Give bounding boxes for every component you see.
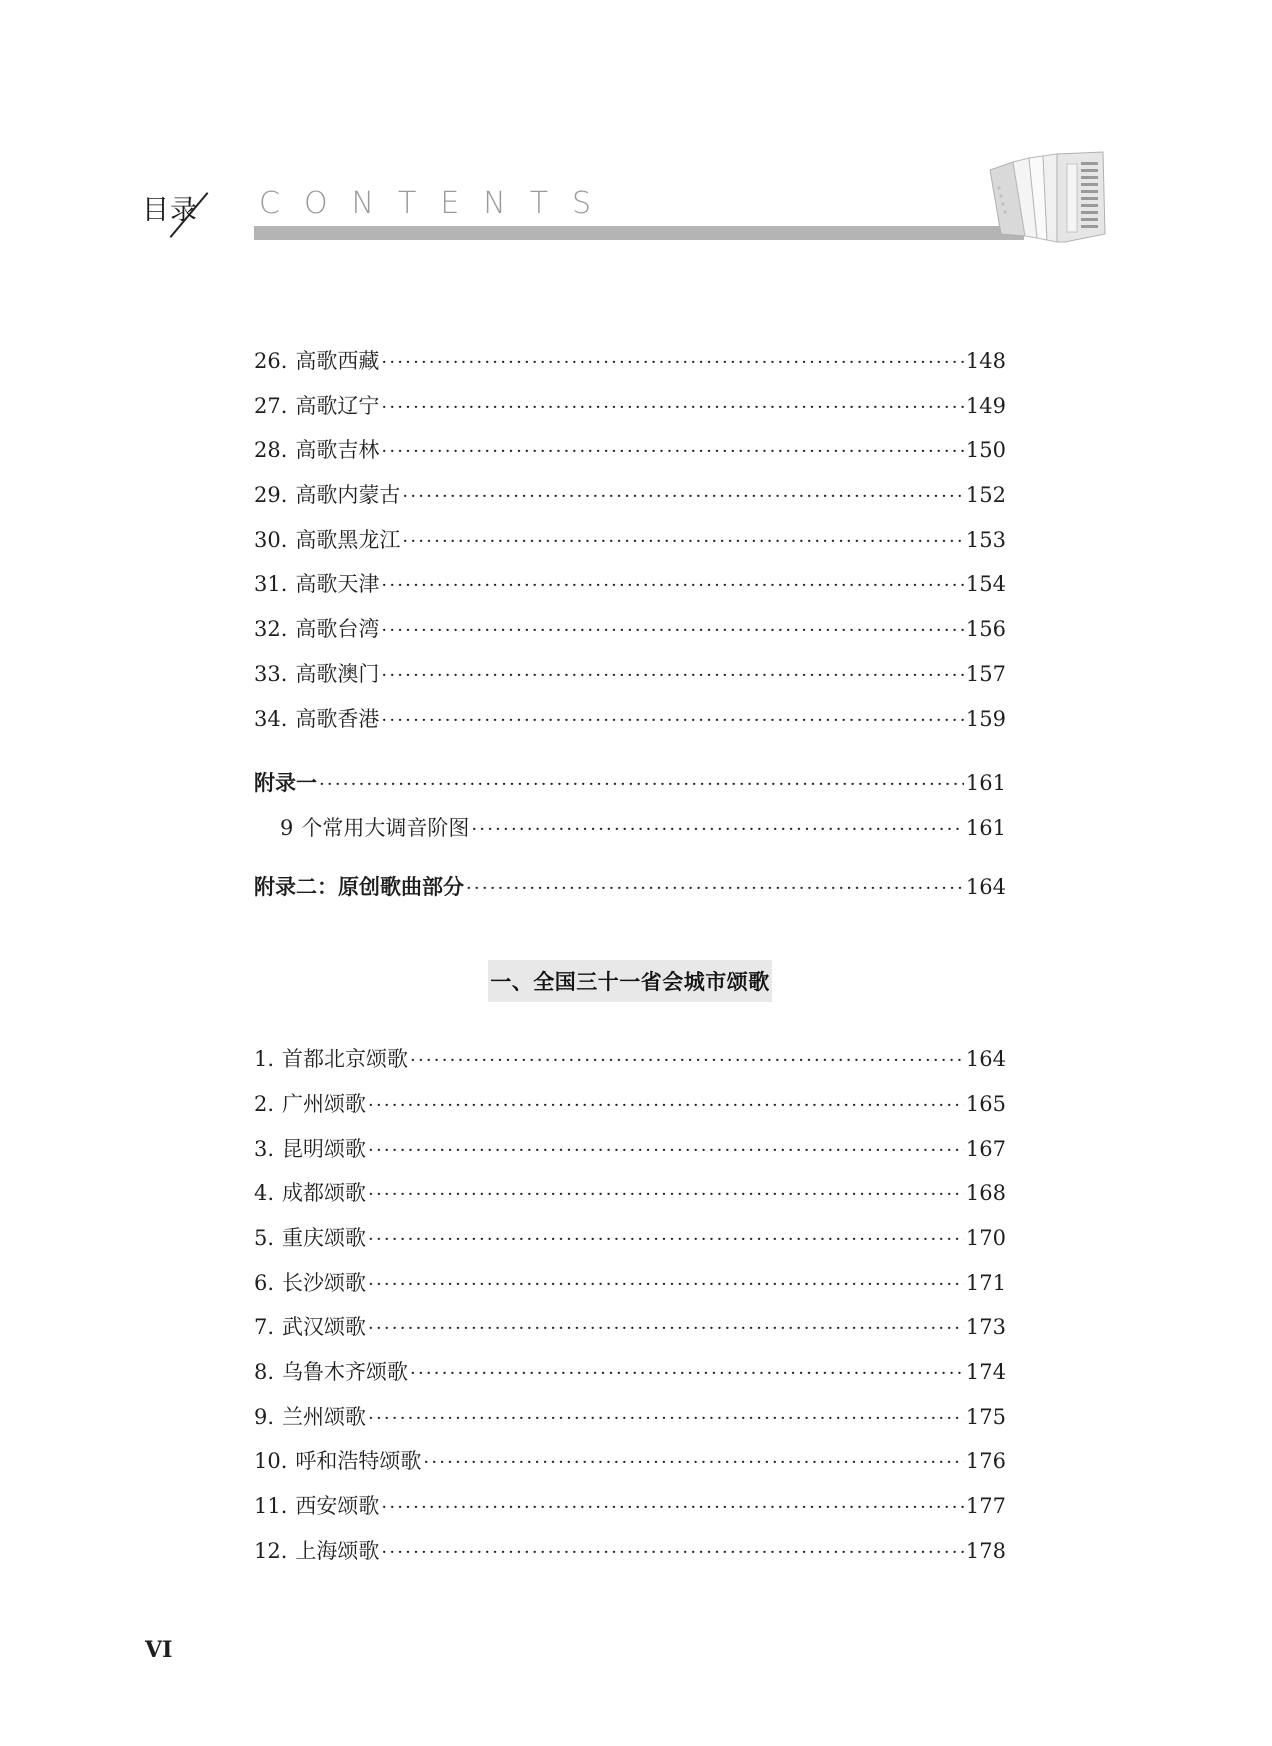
dot-leader: [368, 1180, 964, 1210]
toc-entry[interactable]: 4. 成都颂歌 ····· 168: [254, 1178, 1006, 1223]
toc-entry[interactable]: 3. 昆明颂歌 ····· 167: [254, 1134, 1006, 1179]
header-bar: [254, 226, 1024, 240]
dot-leader: [381, 661, 964, 691]
page-number: VI: [145, 1637, 173, 1663]
dot-leader: [402, 482, 964, 512]
toc-entry[interactable]: 2. 广州颂歌 ····· 165: [254, 1089, 1006, 1134]
toc-entry[interactable]: 29. 高歌内蒙古 ····· 152: [254, 480, 1006, 525]
dot-leader: [471, 815, 964, 845]
toc-entry[interactable]: 12. 上海颂歌 ····· 178: [254, 1536, 1006, 1581]
toc-entry[interactable]: 8. 乌鲁木齐颂歌 ····· 174: [254, 1357, 1006, 1402]
dot-leader: [381, 1493, 964, 1523]
dot-leader: [423, 1448, 964, 1478]
toc-entry[interactable]: 26. 高歌西藏 ····· 148: [254, 346, 1006, 391]
accordion-icon: [985, 148, 1120, 248]
toc-entry[interactable]: 6. 长沙颂歌 ····· 171: [254, 1268, 1006, 1313]
dot-leader: [381, 393, 964, 423]
toc-appendix-1[interactable]: 附录一 ····· 161: [254, 768, 1006, 813]
toc-entry[interactable]: 28. 高歌吉林 ····· 150: [254, 435, 1006, 480]
toc-appendix-1-sub[interactable]: 9 个常用大调音阶图 ····· 161: [254, 813, 1006, 858]
toc-entry[interactable]: 27. 高歌辽宁 ····· 149: [254, 391, 1006, 436]
dot-leader: [368, 1314, 964, 1344]
dot-leader: [381, 348, 964, 378]
toc-entry[interactable]: 32. 高歌台湾 ····· 156: [254, 614, 1006, 659]
dot-leader: [368, 1225, 964, 1255]
dot-leader: [319, 770, 964, 800]
toc-entry[interactable]: 34. 高歌香港 ····· 159: [254, 704, 1006, 749]
dot-leader: [368, 1136, 964, 1166]
toc-entry[interactable]: 9. 兰州颂歌 ····· 175: [254, 1402, 1006, 1447]
dot-leader: [368, 1270, 964, 1300]
toc-appendix-2[interactable]: 附录二：原创歌曲部分 ····· 164: [254, 872, 1006, 917]
dot-leader: [381, 437, 964, 467]
dot-leader: [381, 706, 964, 736]
dot-leader: [368, 1091, 964, 1121]
dot-leader: [466, 874, 964, 904]
toc-entry[interactable]: 7. 武汉颂歌 ····· 173: [254, 1312, 1006, 1357]
toc-entry[interactable]: 30. 高歌黑龙江 ····· 153: [254, 525, 1006, 570]
toc-entry[interactable]: 31. 高歌天津 ····· 154: [254, 569, 1006, 614]
header-title-cn: 目录: [142, 195, 198, 226]
toc-entry[interactable]: 33. 高歌澳门 ····· 157: [254, 659, 1006, 704]
header-title-en: CONTENTS: [259, 186, 616, 221]
toc-entry[interactable]: 5. 重庆颂歌 ····· 170: [254, 1223, 1006, 1268]
dot-leader: [410, 1359, 964, 1389]
toc-entry[interactable]: 10. 呼和浩特颂歌 ····· 176: [254, 1446, 1006, 1491]
dot-leader: [381, 1538, 964, 1568]
table-of-contents: [254, 346, 1006, 1581]
dot-leader: [368, 1404, 964, 1434]
dot-leader: [410, 1046, 964, 1076]
dot-leader: [381, 571, 964, 601]
section-heading: 一、全国三十一省会城市颂歌: [488, 960, 772, 1002]
dot-leader: [381, 616, 964, 646]
dot-leader: [402, 527, 964, 557]
toc-entry[interactable]: 11. 西安颂歌 ····· 177: [254, 1491, 1006, 1536]
toc-entry[interactable]: 1. 首都北京颂歌 ····· 164: [254, 1044, 1006, 1089]
